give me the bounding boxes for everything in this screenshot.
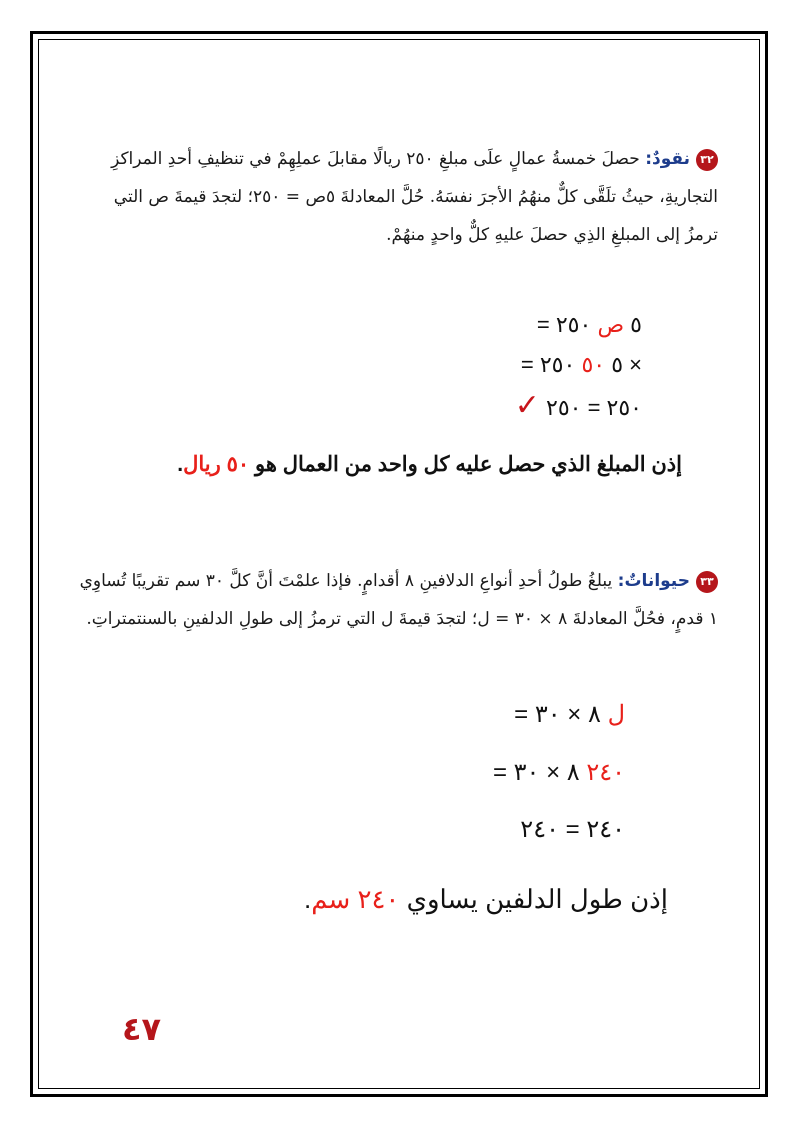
variable: ص (597, 312, 625, 337)
equation-line: ٢٥٠ = ٢٥٠ ✓ (514, 389, 642, 422)
problem-number-badge: ٣٣ (696, 571, 718, 593)
problem-text: يبلغُ طولُ أحدِ أنواعِ الدلافينِ ٨ أقدامٍ. فإذا علمْتَ أنَّ كلَّ ٣٠ سم تقريبًا تُساوِي ١ قدمٍ، فحُلَّ المعادلةَ ٨ × ٣٠ = ل؛ لتجدَ قيمةَ ل التي ترمزُ إلى طولِ الدلفينِ بالسنتمتراتِ. (79, 571, 718, 629)
problem-text: حصلَ خمسةُ عمالٍ علَى مبلغِ ٢٥٠ ريالًا مقابلَ عملِهِمْ في تنظيفِ أحدِ المراكزِ التجاريةِ، حيثُ تلَقَّى كلٌّ منهُمُ الأجرَ نفسَهُ. حُلَّ المعادلةَ ٥ص = ٢٥٠؛ لتجدَ قيمةَ ص التي ترمزُ إلى المبلغِ الذِي حصلَ عليهِ كلٌّ واحدٍ منهُمْ. (111, 149, 718, 245)
equation-line: ٢٤٠ = ٢٤٠ (520, 816, 625, 843)
check-mark-icon: ✓ (514, 389, 540, 422)
solution-value: ٢٤٠ (586, 759, 625, 786)
answer-value: ٢٤٠ سم (311, 884, 400, 914)
equation-line: ٥ ص ٢٥٠ = (536, 312, 642, 337)
equation-line: × ٥ ٥٠ ٢٥٠ = (520, 352, 642, 377)
problem-keyword: حيواناتٌ: (617, 571, 690, 591)
answer-32: إذن المبلغ الذي حصل عليه كل واحد من العمال هو ٥٠ ريال. (177, 453, 682, 476)
problem-number-badge: ٣٢ (696, 149, 718, 171)
page-number: ٤٧ (122, 1010, 162, 1048)
answer-33: إذن طول الدلفين يساوي ٢٤٠ سم. (303, 884, 668, 914)
problem-32 (78, 140, 718, 254)
equation-line: ٢٤٠ ٨ × ٣٠ = (492, 759, 625, 786)
equation-line: ل ٨ × ٣٠ = (514, 701, 625, 728)
solution-value: ٥٠ (581, 352, 606, 377)
answer-value: ٥٠ ريال (183, 453, 250, 476)
problem-keyword: نقودٌ: (645, 149, 690, 169)
variable: ل (607, 701, 625, 728)
problem-33 (78, 562, 718, 638)
